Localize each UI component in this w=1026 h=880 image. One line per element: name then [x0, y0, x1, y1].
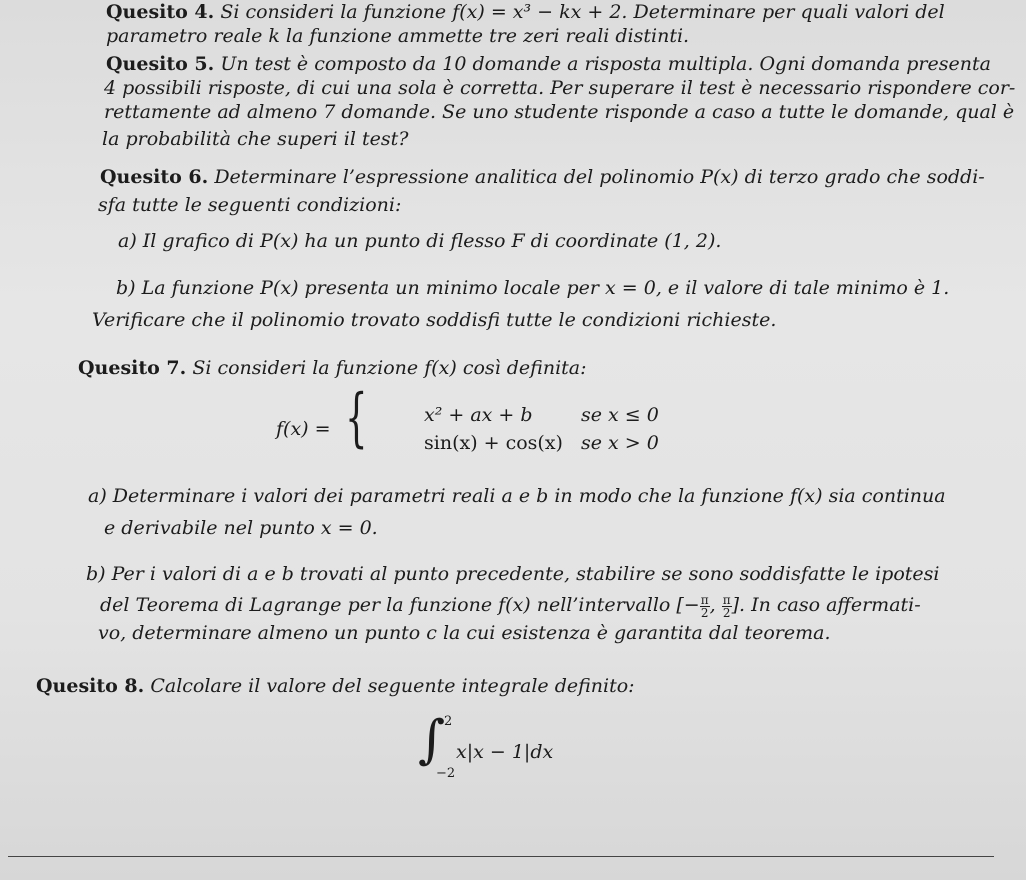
q6-item-b: b) La funzione P(x) presenta un minimo locale per x = 0, e il valore di tale minimo è 1.: [116, 277, 950, 299]
q7-b-line2-post: ]. In caso affermati-: [731, 594, 921, 616]
q6-item-a: a) Il grafico di P(x) ha un punto di flesso F di coordinate (1, 2).: [118, 230, 722, 252]
q7-text1: Si consideri la funzione f(x) così definita:: [192, 357, 587, 379]
q4-heading: Quesito 4.: [106, 1, 215, 23]
q5-line3: rettamente ad almeno 7 domande. Se uno studente risponde a caso a tutte le domande, qual è: [104, 101, 1015, 123]
q8-integral-sign: ∫: [418, 710, 446, 770]
q8-text1: Calcolare il valore del seguente integrale definito:: [150, 675, 635, 697]
q5-line2: 4 possibili risposte, di cui una sola è corretta. Per superare il test è necessario rispondere cor-: [104, 77, 1016, 99]
bottom-rule: [8, 856, 994, 857]
q8-upper-limit: 2: [444, 714, 453, 729]
q5-heading: Quesito 5.: [106, 53, 215, 75]
q7-frac-num-1: π: [700, 592, 709, 607]
q4-text1: Si consideri la funzione f(x) = x³ − kx + 2. Determinare per quali valori del: [220, 1, 945, 23]
q5-text1: Un test è composto da 10 domande a risposta multipla. Ogni domanda presenta: [220, 53, 991, 75]
q7-frac-pi-over-2-pos: [722, 594, 732, 619]
q7-f-lhs: f(x) =: [276, 418, 331, 440]
q7-b-line3: vo, determinare almeno un punto c la cui esistenza è garantita dal teorema.: [98, 622, 831, 644]
q5-line1: [106, 52, 991, 76]
q7-case2-expr: sin(x) + cos(x): [424, 432, 563, 454]
q7-b-line2-pre: del Teorema di Lagrange per la funzione f(x) nell’intervallo [−: [100, 594, 700, 616]
q8-integrand: x|x − 1|dx: [456, 741, 554, 763]
q6-text1: Determinare l’espressione analitica del polinomio P(x) di terzo grado che soddi-: [214, 166, 985, 188]
q6-line2: sfa tutte le seguenti condizioni:: [98, 194, 402, 216]
q7-b-line2-mid: ,: [709, 594, 716, 616]
q7-b-line2: [100, 593, 921, 619]
q7-line1: [78, 356, 587, 380]
q7-case1-cond: se x ≤ 0: [581, 404, 659, 426]
q7-heading: Quesito 7.: [78, 357, 187, 379]
q6-heading: Quesito 6.: [100, 166, 209, 188]
q7-a-line1: a) Determinare i valori dei parametri reali a e b in modo che la funzione f(x) sia continua: [88, 485, 946, 507]
q6-verify: Verificare che il polinomio trovato soddisfi tutte le condizioni richieste.: [92, 309, 777, 331]
q7-frac-num-2: π: [722, 592, 731, 607]
q5-line4: la probabilità che superi il test?: [102, 128, 409, 150]
q4-line2: parametro reale k la funzione ammette tre zeri reali distinti.: [106, 25, 690, 47]
q7-brace: {: [345, 381, 368, 455]
q7-frac-den-1: 2: [700, 605, 709, 620]
q4-line1: [106, 0, 945, 24]
q7-frac-pi-over-2-neg: [700, 594, 710, 619]
q7-piecewise-formula: [276, 381, 696, 458]
q8-heading: Quesito 8.: [36, 675, 145, 697]
q7-b-line1: b) Per i valori di a e b trovati al punto precedente, stabilire se sono soddisfatte le ipotesi: [86, 563, 940, 585]
q7-case2-cond: se x > 0: [581, 432, 659, 454]
q7-frac-den-2: 2: [722, 605, 731, 620]
q8-integral: [418, 710, 598, 786]
q8-line1: [36, 674, 635, 698]
q8-lower-limit: −2: [436, 766, 456, 781]
q7-a-line2: e derivabile nel punto x = 0.: [104, 517, 378, 539]
q6-line1: [100, 165, 985, 189]
q7-case1-expr: x² + ax + b: [424, 404, 533, 426]
